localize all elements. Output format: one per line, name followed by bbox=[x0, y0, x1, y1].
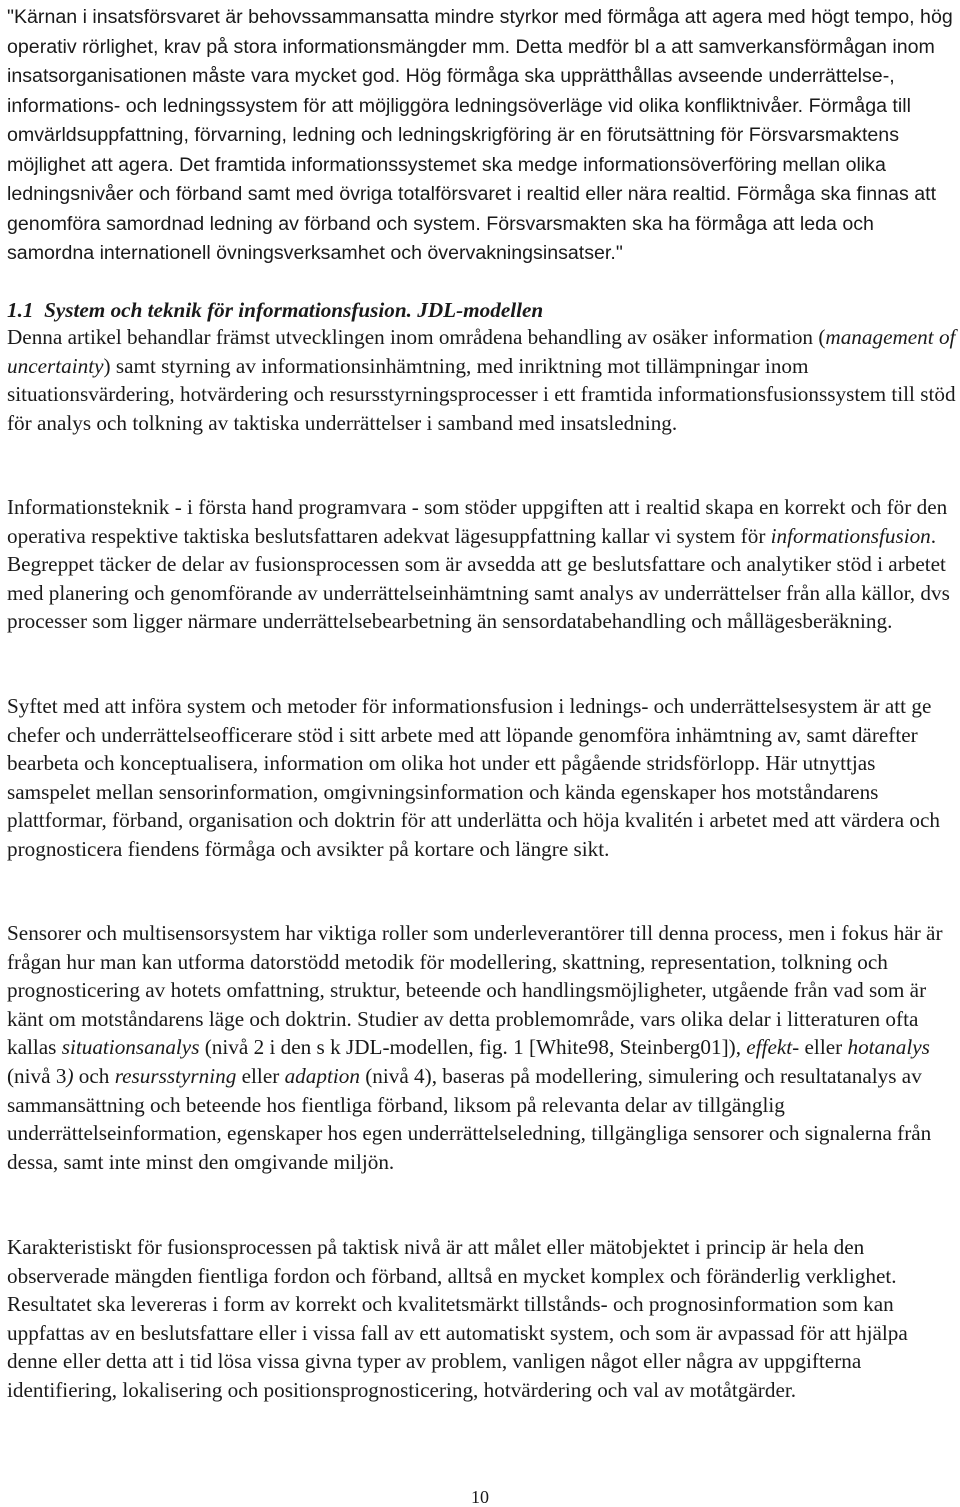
quote-paragraph bbox=[7, 3, 957, 269]
paragraph-informationsteknik: Informationsteknik - i första hand programvara - som stöder uppgiften att i realtid skapa en korrekt och för den operativa respektive taktiska beslutsfattaren adekvat lägesuppfattning kallar vi system för informationsfusion. Begreppet täcker de delar av fusionsprocessen som är avsedda att ge beslutsfattare och analytiker stöd i arbetet med planering och genomförande av underrättelseinhämtning samt analys av underrättelser från alla källor, dvs processer som ligger närmare underrättelsebearbetning än sensordatabehandling och mållägesberäkning. bbox=[7, 495, 950, 634]
quote-sentence-4: Det framtida informationssystemet ska medge informationsöverföring mellan olika ledningsnivåer och förband samt med övriga totalförsvaret i realtid eller nära realtid. bbox=[7, 153, 886, 205]
term-resursstyrning: resursstyrning bbox=[114, 1063, 237, 1088]
page-number: 10 bbox=[471, 1487, 489, 1507]
quote-sentence-2: Hög förmåga ska upprätthållas avseende underrättelse-, informations- och ledningssystem för att möjliggöra ledningsöverläge vid olika konfliktnivåer. bbox=[7, 65, 895, 117]
quote-sentence-1: "Kärnan i insatsförsvaret är behovssammansatta mindre styrkor med förmåga att agera med högt tempo, hög operativ rörlighet, krav på stora informationsmängder mm. Detta medför bl a att samverkansförmågan inom insatsorganisationen måste vara mycket god. bbox=[7, 6, 953, 87]
intro-paragraph: Denna artikel behandlar främst utvecklingen inom områdena behandling av osäker information (management of uncertainty) samt styrning av informationsinhämtning, med inriktning mot tillämpningar inom situationsvärdering, hotvärdering och resursstyrningsprocesser i ett framtida informationsfusionssystem till stöd för analys och tolkning av taktiska underrättelser i samband med insatsledning. bbox=[7, 325, 956, 435]
paragraph-karakteristiskt: Karakteristiskt för fusionsprocessen på taktisk nivå är att målet eller mätobjektet i princip är hela den observerade mängden fientliga fordon och förband, alltså en mycket komplex och föränderlig verklighet. Resultatet ska levereras i form av korrekt och kvalitetsmärkt tillstånds- och prognosinformation som kan uppfattas av en beslutsfattare eller i vissa fall av ett automatiskt system, och som är avpassad för att hjälpa denne eller detta att i tid lösa vissa givna typer av problem, vanligen något eller några av uppgifterna identifiering, lokalisering och positionsprognosticering, hotvärdering och val av motåtgärder. bbox=[7, 1235, 908, 1402]
quote-sentence-5: Förmåga ska finnas att genomföra samordnad ledning av förband och system. bbox=[7, 183, 937, 235]
term-effekt: effekt bbox=[746, 1035, 793, 1060]
paragraph-syftet: Syftet med att införa system och metoder för informationsfusion i lednings- och underrättelsesystem är att ge chefer och underrättelseofficerare stöd i sitt arbete med att löpande genomföra inhämtning av, samt därefter bearbeta och konceptualisera, information om olika hot under ett pågående stridsförlopp. Här utnyttjas samspelet mellan sensorinformation, omgivningsinformation och kända egenskaper hos motståndarens plattformar, förband, organisation och doktrin för att underlätta och höja kvalitén i arbetet med att värdera och prognosticera fiendens förmåga och avsikter på kortare och längre sikt. bbox=[7, 694, 941, 861]
term-adaption: adaption bbox=[284, 1063, 360, 1088]
term-informationsfusion: informationsfusion bbox=[770, 523, 931, 548]
quote-sentence-3: Förmåga till omvärldsuppfattning, förvarning, ledning och ledningskrigföring är en förutsättning för Försvarsmaktens möjlighet att agera. bbox=[7, 94, 911, 176]
term-hotanalys: hotanalys bbox=[847, 1035, 930, 1060]
section-heading: 1.1 System och teknik för informationsfusion. JDL-modellen bbox=[7, 298, 544, 322]
paragraph-sensorer: Sensorer och multisensorsystem har viktiga roller som underleverantörer till denna process, men i fokus här är frågan hur man kan utforma datorstödd metodik för modellering, skattning, representation, tolkning och prognosticering av hotets omfattning, struktur, beteende och handlingsmöjligheter, utgående från vad som är känt om motståndarens läge och doktrin. Studier av detta problemområde, vars olika delar i litteraturen ofta kallas situationsanalys (nivå 2 i den s k JDL-modellen, fig. 1 [White98, Steinberg01]), effekt- eller hotanalys (nivå 3) och resursstyrning eller adaption (nivå 4), baseras på modellering, simulering och resultatanalys av sammansättning och beteende hos fientliga förband, liksom på relevanta delar av tillgänglig underrättelseinformation, egenskaper hos egen underrättelseledning, tillgängliga sensorer och signalerna från dessa, samt inte minst den omgivande miljön. bbox=[7, 921, 943, 1174]
intro-term: management of uncertainty bbox=[7, 325, 956, 378]
quote-sentence-6: Försvarsmakten ska ha förmåga att leda och samordna internationell övningsverksamhet och övervakningsinsatser." bbox=[7, 212, 874, 264]
term-situationsanalys: situationsanalys bbox=[61, 1035, 200, 1060]
